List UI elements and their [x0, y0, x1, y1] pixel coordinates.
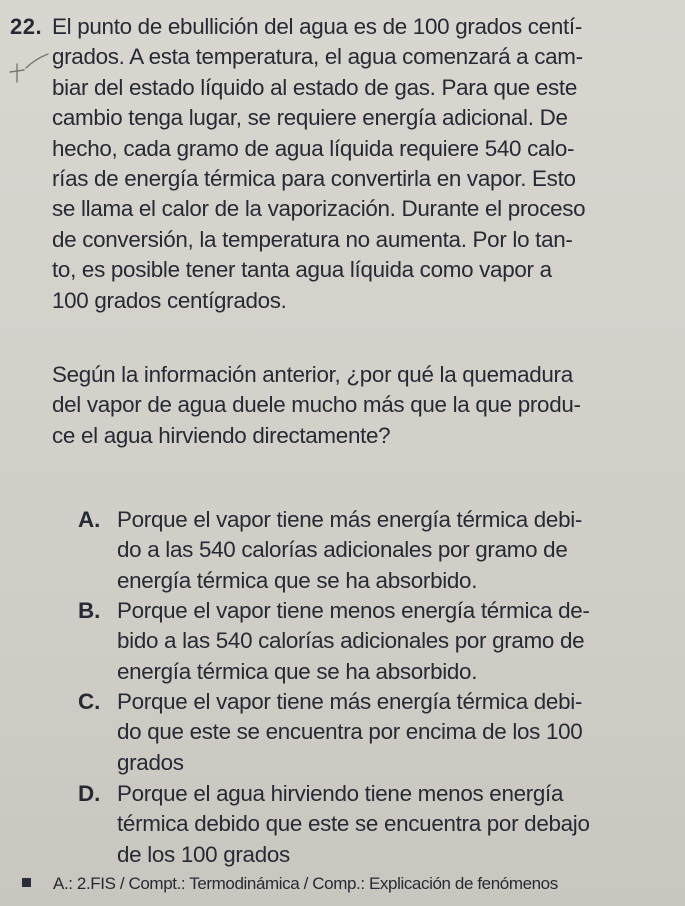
option-line: energía térmica que se ha absorbido.: [117, 658, 478, 684]
option-text: [117, 505, 637, 596]
question-number: 22.: [10, 14, 43, 39]
passage-line: grados. A esta temperatura, el agua comenzará a cam-: [52, 44, 583, 70]
passage-line: biar del estado líquido al estado de gas. Para que este: [52, 74, 577, 100]
option-line: grados: [117, 749, 184, 775]
option-line: Porque el vapor tiene menos energía térmica de-: [117, 598, 590, 623]
option-line: de los 100 grados: [117, 841, 290, 867]
option-letter: B.: [78, 598, 101, 623]
passage-line: rías de energía térmica para convertirla en vapor. Esto: [52, 166, 576, 192]
footer-text: A.: 2.FIS / Compt.: Termodinámica / Comp.: Explicación de fenómenos: [53, 874, 558, 893]
question-passage: [52, 12, 632, 316]
option-text: [117, 596, 637, 687]
option-text: [117, 779, 637, 870]
option-letter: D.: [78, 781, 101, 806]
option-line: térmica debido que este se encuentra por debajo: [117, 811, 590, 837]
bullet-square-icon: [22, 878, 31, 887]
option-line: do que este se encuentra por encima de los 100: [117, 719, 583, 745]
passage-line: cambio tenga lugar, se requiere energía adicional. De: [52, 105, 568, 131]
option-line: Porque el vapor tiene más energía térmica debi-: [117, 507, 583, 532]
option-letter: A.: [78, 507, 101, 532]
prompt-line: ce el agua hirviendo directamente?: [52, 422, 391, 448]
option-line: Porque el agua hirviendo tiene menos energía: [117, 781, 564, 806]
passage-line: se llama el calor de la vaporización. Durante el proceso: [52, 196, 586, 222]
pencil-mark-icon: [2, 42, 52, 102]
question-prompt: [52, 360, 632, 451]
prompt-line: del vapor de agua duele mucho más que la que produ-: [52, 392, 581, 418]
option-line: bido a las 540 calorías adicionales por gramo de: [117, 628, 585, 654]
passage-line: El punto de ebullición del agua es de 100 grados centí-: [52, 14, 582, 39]
option-line: energía térmica que se ha absorbido.: [117, 567, 478, 593]
passage-line: hecho, cada gramo de agua líquida requiere 540 calo-: [52, 135, 575, 161]
passage-line: 100 grados centígrados.: [52, 287, 287, 313]
passage-line: de conversión, la temperatura no aumenta. Por lo tan-: [52, 226, 573, 252]
prompt-line: Según la información anterior, ¿por qué la quemadura: [52, 362, 573, 387]
option-line: do a las 540 calorías adicionales por gramo de: [117, 537, 568, 563]
option-text: [117, 687, 637, 778]
competency-footer: [22, 874, 558, 894]
option-letter: C.: [78, 689, 101, 714]
option-line: Porque el vapor tiene más energía térmica debi-: [117, 689, 583, 714]
passage-line: to, es posible tener tanta agua líquida como vapor a: [52, 257, 552, 283]
